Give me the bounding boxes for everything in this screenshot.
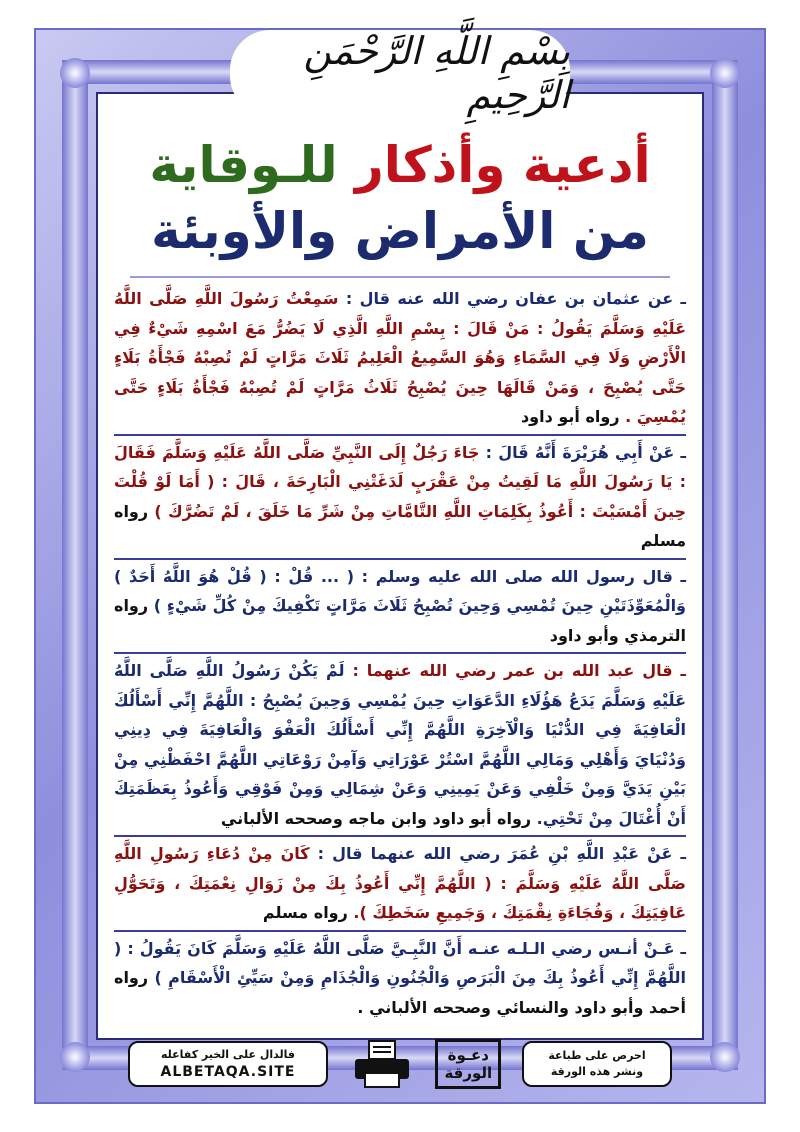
frame-corner-top-left [60, 58, 90, 88]
frame-bar-right [712, 60, 738, 1070]
logo-line-2: الورقة [444, 1064, 493, 1082]
hadith-source: رواه مسلم [114, 501, 686, 550]
hadith-text: ( ... قُلْ : ( قُلْ هُوَ اللَّهُ أَحَدٌ ) وَالْمُعَوِّذَتَيْنِ حِينَ تُمْسِي وَحِينَ تُصْبِحُ ثَلَاثَ مَرَّاتٍ تَكْفِيكَ مِنْ كُلِّ شَيْءٍ ) [114, 566, 687, 615]
title-divider [130, 276, 670, 278]
hadith-text: كَانَ مِنْ دُعَاءِ رَسُولِ اللَّهِ صَلَّى اللَّهُ عَلَيْهِ وَسَلَّمَ : ( اللَّهُمَّ إِنِّي أَعُوذُ بِكَ مِنْ زَوَالِ نِعْمَتِكَ ، وَتَحَوُّلِ عَافِيَتِكَ ، وَفُجَاءَةِ نِقْمَتِكَ ، وَجَمِيعِ سَخَطِكَ ). [114, 844, 686, 922]
hadith-source: رواه الترمذي وأبو داود [114, 596, 686, 645]
hadith-source: رواه أحمد وأبو داود والنسائي وصححه الألباني . [114, 968, 686, 1017]
hadith-source: رواه أبو داود [520, 407, 626, 426]
hadith-item-2 [114, 438, 686, 556]
hadith-separator [114, 558, 686, 560]
hadith-source: رواه أبو داود وابن ماجه وصححه الألباني [220, 808, 537, 828]
basmala-calligraphy: بِسْمِ اللَّهِ الرَّحْمَنِ الرَّحِيمِ [230, 30, 570, 116]
hadith-text: سَمِعْتُ رَسُولَ اللَّهِ صَلَّى اللَّهُ عَلَيْهِ وَسَلَّمَ يَقُولُ : مَنْ قَالَ : بِسْمِ اللَّهِ الَّذِي لَا يَضُرُّ مَعَ اسْمِهِ شَيْءٌ فِي الْأَرْضِ وَلَا فِي السَّمَاءِ وَهُوَ السَّمِيعُ الْعَلِيمُ ثَلَاثَ مَرَّاتٍ لَمْ تُصِبْهُ فَجْأَةُ بَلَاءٍ حَتَّى يُصْبِحَ ، وَمَنْ قَالَهَا حِينَ يُصْبِحُ ثَلَاثُ مَرَّاتٍ لَمْ تُصِبْهُ فَجْأَةُ بَلَاءٍ حَتَّى يُمْسِيَ . [114, 289, 686, 426]
footer-proverb: فالدال على الخير كفاعله [160, 1048, 296, 1061]
print-icon-group [349, 1039, 415, 1089]
hadith-intro: ـ عن عثمان بن عفان رضي الله عنه قال : [338, 289, 686, 308]
hadith-text: جَاءَ رَجُلٌ إِلَى النَّبِيِّ صَلَّى اللَّهُ عَلَيْهِ وَسَلَّمَ فَقَالَ : يَا رَسُولَ اللَّهِ مَا لَقِيتُ مِنْ عَقْرَبٍ لَدَغَتْنِي الْبَارِحَةَ ، قَالَ : ( أَمَا لَوْ قُلْتَ حِينَ أَمْسَيْتَ : أَعُوذُ بِكَلِمَاتِ اللَّهِ التَّامَّاتِ مِنْ شَرِّ مَا خَلَقَ ، لَمْ تَضُرَّكَ ) [114, 442, 687, 521]
title-part-green: للـوقاية [149, 136, 338, 194]
hadith-text: ( اللَّهُمَّ إِنِّي أَعُوذُ بِكَ مِنَ الْبَرَصِ وَالْجُنُونِ وَالْجُذَامِ وَمِنْ سَيِّئِ الْأَسْقَامِ ) [114, 938, 687, 987]
page-title [110, 132, 690, 264]
hadith-separator [114, 434, 686, 436]
footer-print-line-1: احرص على طباعة [548, 1049, 646, 1062]
hadith-item-3 [114, 562, 686, 651]
hadith-separator [114, 652, 686, 654]
dawa-logo [435, 1039, 501, 1089]
frame-bar-left [62, 60, 88, 1070]
logo-line-1: دعـوة [447, 1046, 489, 1064]
footer-bar [128, 1036, 672, 1092]
title-part-red: أدعية وأذكار [355, 136, 651, 194]
footer-right-box [522, 1041, 672, 1087]
title-line-1 [110, 132, 690, 198]
hadith-intro: ـ قال عبد الله بن عمر رضي الله عنهما : [344, 661, 686, 680]
footer-left-box [128, 1041, 328, 1087]
frame-corner-top-right [710, 58, 740, 88]
hadith-text: لَمْ يَكُنْ رَسُولُ اللَّهِ صَلَّى اللَّهُ عَلَيْهِ وَسَلَّمَ يَدَعُ هَؤُلَاءِ الدَّعَوَاتِ حِينَ يُمْسِي وَحِينَ يُصْبِحُ : اللَّهُمَّ إِنِّي أَسْأَلُكَ الْعَافِيَةَ فِي الدُّنْيَا وَالْآخِرَةِ اللَّهُمَّ إِنِّي أَسْأَلُكَ الْعَفْوَ وَالْعَافِيَةَ فِي دِينِي وَدُنْيَايَ وَأَهْلِي وَمَالِي اللَّهُمَّ اسْتُرْ عَوْرَاتِي وَآمِنْ رَوْعَاتِي اللَّهُمَّ احْفَظْنِي مِنْ بَيْنِ يَدَيَّ وَمِنْ خَلْفِي وَعَنْ يَمِينِي وَعَنْ شِمَالِي وَمِنْ فَوْقِي وَأَعُوذُ بِعَظَمَتِكَ أَنْ أُغْتَالَ مِنْ تَحْتِي. [114, 661, 686, 828]
frame-corner-bottom-right [710, 1042, 740, 1072]
hadith-list [114, 284, 686, 1022]
title-line-2: من الأمراض والأوبئة [151, 202, 649, 260]
hadith-item-6 [114, 934, 686, 1023]
hadith-intro: ـ عَنْ عَبْدِ اللَّهِ بْنِ عُمَرَ رضي الله عنهما قال : [309, 844, 687, 863]
document-icon [369, 1041, 395, 1059]
footer-site-link[interactable]: ALBETAQA.SITE [160, 1064, 296, 1080]
hadith-item-4 [114, 656, 686, 833]
hadith-intro: ـ عَنْ أَبِي هُرَيْرَةَ أَنَّهُ قَالَ : [479, 442, 687, 462]
hadith-intro: ـ قال رسول الله صلى الله عليه وسلم : [354, 566, 687, 586]
hadith-source: رواه مسلم [262, 903, 354, 922]
hadith-item-1 [114, 284, 686, 432]
hadith-separator [114, 835, 686, 837]
hadith-separator [114, 930, 686, 932]
hadith-intro: ـ عَـنْ أنـس رضي الـلـه عنـه أَنَّ النَّبِـيَّ صَلَّى اللَّهُ عَلَيْهِ وَسَلَّمَ كَانَ يَقُولُ : [121, 938, 686, 958]
hadith-item-5 [114, 839, 686, 928]
frame-corner-bottom-left [60, 1042, 90, 1072]
printer-icon [351, 1039, 413, 1089]
footer-print-line-2: ونشر هذه الورقة [550, 1065, 644, 1078]
